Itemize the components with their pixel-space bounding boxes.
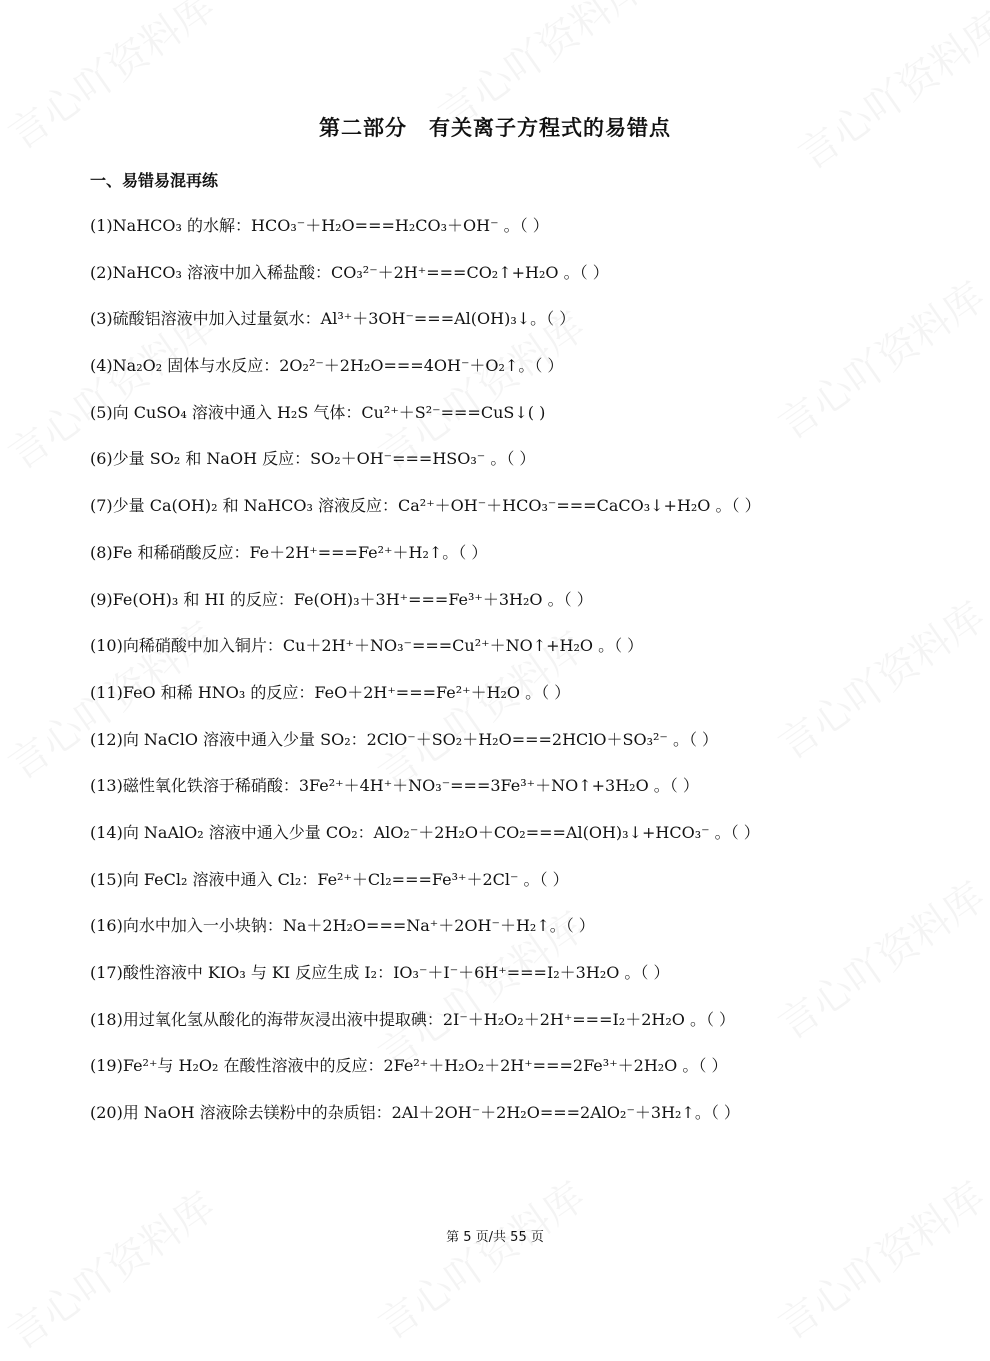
question-item: (8)Fe 和稀硝酸反应：Fe＋2H⁺===Fe²⁺＋H₂↑。（ ） (90, 542, 488, 562)
question-item: (5)向 CuSO₄ 溶液中通入 H₂S 气体：Cu²⁺＋S²⁻===CuS↓( ) (90, 402, 546, 422)
question-item: (14)向 NaAlO₂ 溶液中通入少量 CO₂：AlO₂⁻＋2H₂O＋CO₂===Al(OH)₃↓+HCO₃⁻ 。（ ） (90, 822, 760, 842)
question-item: (6)少量 SO₂ 和 NaOH 反应：SO₂＋OH⁻===HSO₃⁻ 。（ ） (90, 449, 536, 469)
question-item: (2)NaHCO₃ 溶液中加入稀盐酸：CO₃²⁻＋2H⁺===CO₂↑+H₂O 。（ ） (90, 262, 609, 282)
section-heading: 一、易错易混再练 (90, 171, 219, 190)
question-list (90, 212, 950, 1146)
question-item: (11)FeO 和稀 HNO₃ 的反应：FeO＋2H⁺===Fe²⁺＋H₂O 。（ ） (90, 682, 571, 702)
question-item: (1)NaHCO₃ 的水解：HCO₃⁻＋H₂O===H₂CO₃＋OH⁻ 。（ ） (90, 216, 549, 235)
question-item: (18)用过氧化氢从酸化的海带灰浸出液中提取碘：2I⁻＋H₂O₂＋2H⁺===I₂＋2H₂O 。（ ） (90, 1009, 736, 1029)
watermark (0, 1176, 225, 1360)
watermark (765, 1166, 990, 1350)
watermark (785, 0, 990, 181)
question-item: (12)向 NaClO 溶液中通入少量 SO₂：2ClO⁻＋SO₂＋H₂O===2HClO＋SO₃²⁻ 。（ ） (90, 729, 719, 749)
question-item: (9)Fe(OH)₃ 和 HI 的反应：Fe(OH)₃＋3H⁺===Fe³⁺＋3H₂O 。（ ） (90, 589, 593, 609)
question-item: (16)向水中加入一小块钠：Na＋2H₂O===Na⁺＋2OH⁻＋H₂↑。（ ） (90, 916, 595, 936)
question-item: (4)Na₂O₂ 固体与水反应：2O₂²⁻＋2H₂O===4OH⁻＋O₂↑。（ ） (90, 356, 564, 376)
question-item: (17)酸性溶液中 KIO₃ 与 KI 反应生成 I₂：IO₃⁻＋I⁻＋6H⁺===I₂＋3H₂O 。（ ） (90, 963, 670, 982)
page-title: 第二部分 有关离子方程式的易错点 (319, 116, 671, 140)
watermark (365, 1166, 594, 1350)
question-item: (19)Fe²⁺与 H₂O₂ 在酸性溶液中的反应：2Fe²⁺＋H₂O₂＋2H⁺===2Fe³⁺＋2H₂O 。（ ） (90, 1056, 728, 1076)
question-item: (15)向 FeCl₂ 溶液中通入 Cl₂：Fe²⁺＋Cl₂===Fe³⁺＋2Cl⁻ 。（ ） (90, 869, 569, 889)
question-item: (3)硫酸铝溶液中加入过量氨水：Al³⁺＋3OH⁻===Al(OH)₃↓。（ ） (90, 309, 576, 329)
question-item: (20)用 NaOH 溶液除去镁粉中的杂质铝：2Al＋2OH⁻＋2H₂O===2AlO₂⁻＋3H₂↑。（ ） (90, 1103, 740, 1123)
question-item: (7)少量 Ca(OH)₂ 和 NaHCO₃ 溶液反应：Ca²⁺＋OH⁻＋HCO₃⁻===CaCO₃↓+H₂O 。（ ） (90, 496, 761, 516)
question-item: (13)磁性氧化铁溶于稀硝酸：3Fe²⁺＋4H⁺＋NO₃⁻===3Fe³⁺＋NO↑+3H₂O 。（ ） (90, 776, 699, 796)
question-item: (10)向稀硝酸中加入铜片：Cu＋2H⁺＋NO₃⁻===Cu²⁺＋NO↑+H₂O 。（ ） (90, 636, 644, 656)
page-footer: 第 5 页/共 55 页 (446, 1230, 544, 1245)
